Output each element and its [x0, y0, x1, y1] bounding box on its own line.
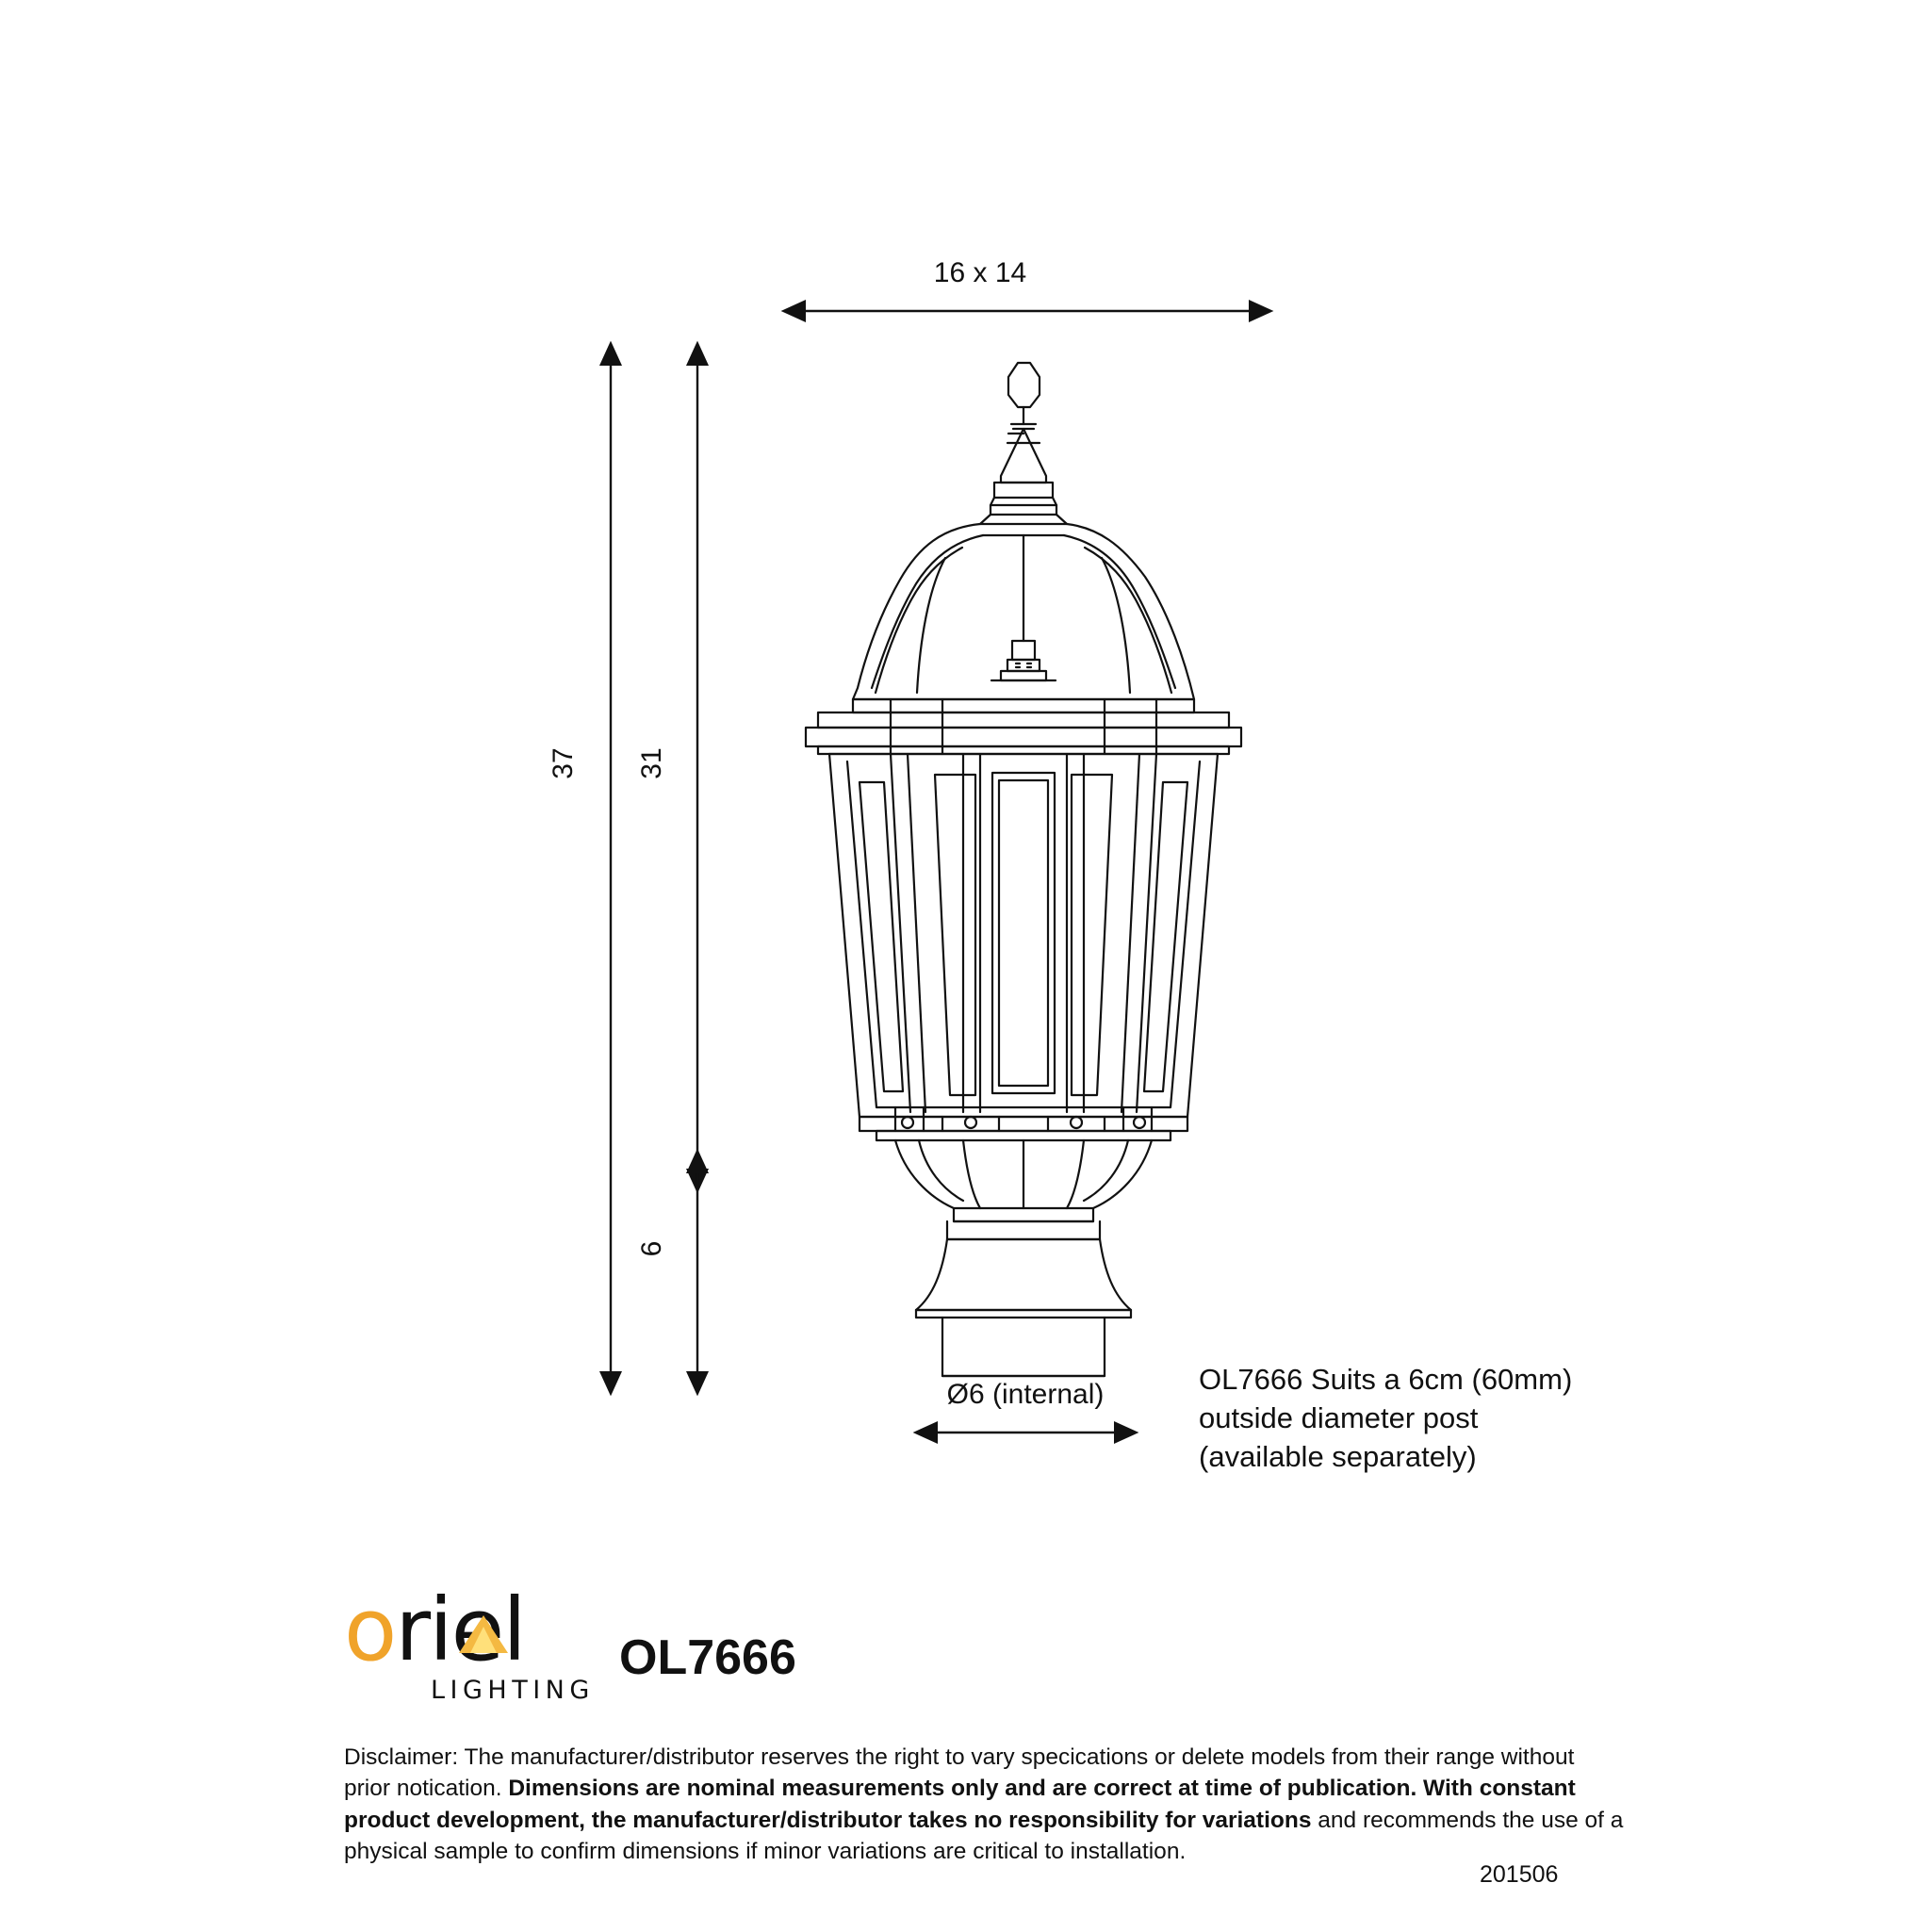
post-note-line-3: (available separately) — [1199, 1440, 1477, 1474]
post-note-line-1: OL7666 Suits a 6cm (60mm) — [1199, 1363, 1573, 1396]
glass-body — [829, 754, 1218, 1117]
dimension-width-label: 16 x 14 — [933, 257, 1027, 288]
oriel-logo — [344, 1580, 595, 1705]
document-number: 201506 — [1480, 1861, 1559, 1888]
finial-spire — [991, 429, 1056, 505]
cornice — [806, 699, 1241, 754]
post-socket — [942, 1318, 1105, 1376]
model-code: OL7666 — [619, 1630, 796, 1685]
disclaimer-intro: Disclaimer: The manufacturer/distributor reserves the right to vary specications or delete models from their range without prior notication. — [344, 1744, 1575, 1802]
lower-skirt — [895, 1140, 1152, 1221]
fitter-collar — [916, 1221, 1131, 1318]
disclaimer-text — [344, 1742, 1626, 1867]
oriel-logo-rest: riel — [395, 1580, 525, 1680]
post-note-line-2: outside diameter post — [1199, 1401, 1479, 1435]
disclaimer-bold: Dimensions are nominal measurements only and are correct at time of publication. With constant product development, the manufacturer/distributor takes no responsibility for variations — [344, 1776, 1576, 1833]
dimension-base-height-label: 6 — [636, 1240, 667, 1257]
oriel-logo-o: o — [344, 1580, 396, 1680]
disclaimer-tail: and recommends the use of a physical sample to confirm dimensions if minor variations are critical to installation. — [344, 1807, 1624, 1864]
roof — [853, 505, 1194, 699]
dimension-total-height-label: 37 — [548, 747, 579, 779]
finial — [1008, 363, 1040, 429]
bottom-gallery — [860, 1107, 1187, 1140]
brand-block — [344, 1580, 796, 1705]
logo-flare-inner-icon — [470, 1627, 497, 1653]
dimension-fitter-height-label: 31 — [636, 747, 667, 779]
post-note — [1199, 1360, 1572, 1477]
dimension-internal-diameter-label: Ø6 (internal) — [946, 1379, 1105, 1410]
oriel-logo-subtitle: LIGHTING — [431, 1676, 595, 1705]
